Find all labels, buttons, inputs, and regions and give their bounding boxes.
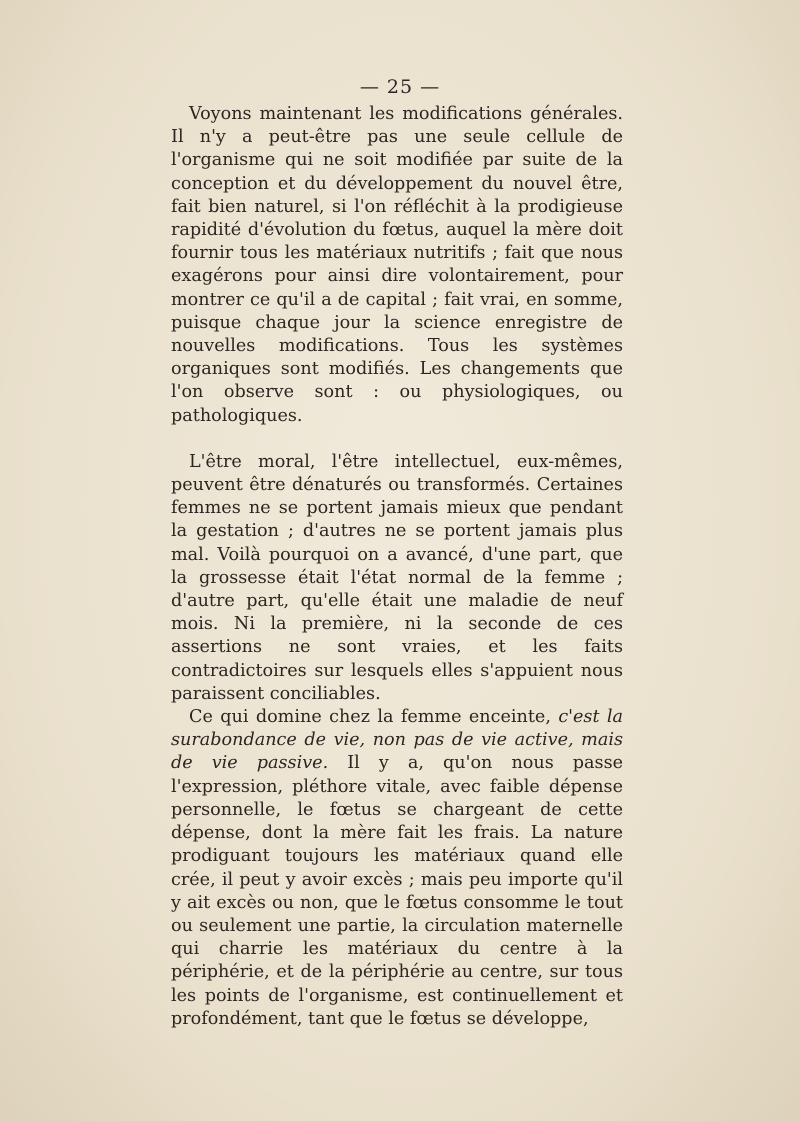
paragraph-3-emphasis: c'est la surabondance de vie, non pas de vie active, mais de vie passive.: [171, 707, 623, 774]
paragraph-3-lead: Ce qui domine chez la femme enceinte,: [189, 707, 559, 728]
paragraph-3-rest: Il y a, qu'on nous passe l'expression, pléthore vitale, avec faible dépense personnelle, le fœtus se chargeant de cette dépense, dont la mère fait les frais. La nature prodiguant toujours les matériaux quand elle crée, il peut y avoir excès ; mais peu importe qu'il y ait excès ou non, que le fœtus consomme le tout ou seulement une partie, la circulation maternelle qui charrie les matériaux du centre à la périphérie, et de la périphérie au centre, sur tous les points de l'organisme, est continuellement et profondément, tant que le fœtus se développe,: [171, 753, 624, 1029]
paragraph-1: Voyons maintenant les modifications générales. Il n'y a peut-être pas une seule cellule de l'organisme qui ne soit modifiée par suite de la conception et du développement du nouvel être, fait bien naturel, si l'on réfléchit à la prodigieuse rapidité d'évolution du fœtus, auquel la mère doit fournir tous les matériaux nutritifs ; fait que nous exagérons pour ainsi dire volontairement, pour montrer ce qu'il a de capital ; fait vrai, en somme, puisque chaque jour la science enregistre de nouvelles modifications. Tous les systèmes organiques sont modifiés. Les changements que l'on observe sont : ou physiologiques, ou pathologiques.: [171, 104, 623, 426]
paragraph-2: L'être moral, l'être intellectuel, eux-mêmes, peuvent être dénaturés ou transformés. Certaines femmes ne se portent jamais mieux que pendant la gestation ; d'autres ne se portent jamais plus mal. Voilà pourquoi on a avancé, d'une part, que la grossesse était l'état normal de la femme ; d'autre part, qu'elle était une maladie de neuf mois. Ni la première, ni la seconde de ces assertions ne sont vraies, et les faits contradictoires sur lesquels elles s'appuient nous paraissent conciliables.: [171, 451, 623, 704]
body-text: [171, 103, 623, 1031]
paragraph-3: [171, 706, 623, 1031]
page-number: — 25 —: [359, 76, 441, 98]
